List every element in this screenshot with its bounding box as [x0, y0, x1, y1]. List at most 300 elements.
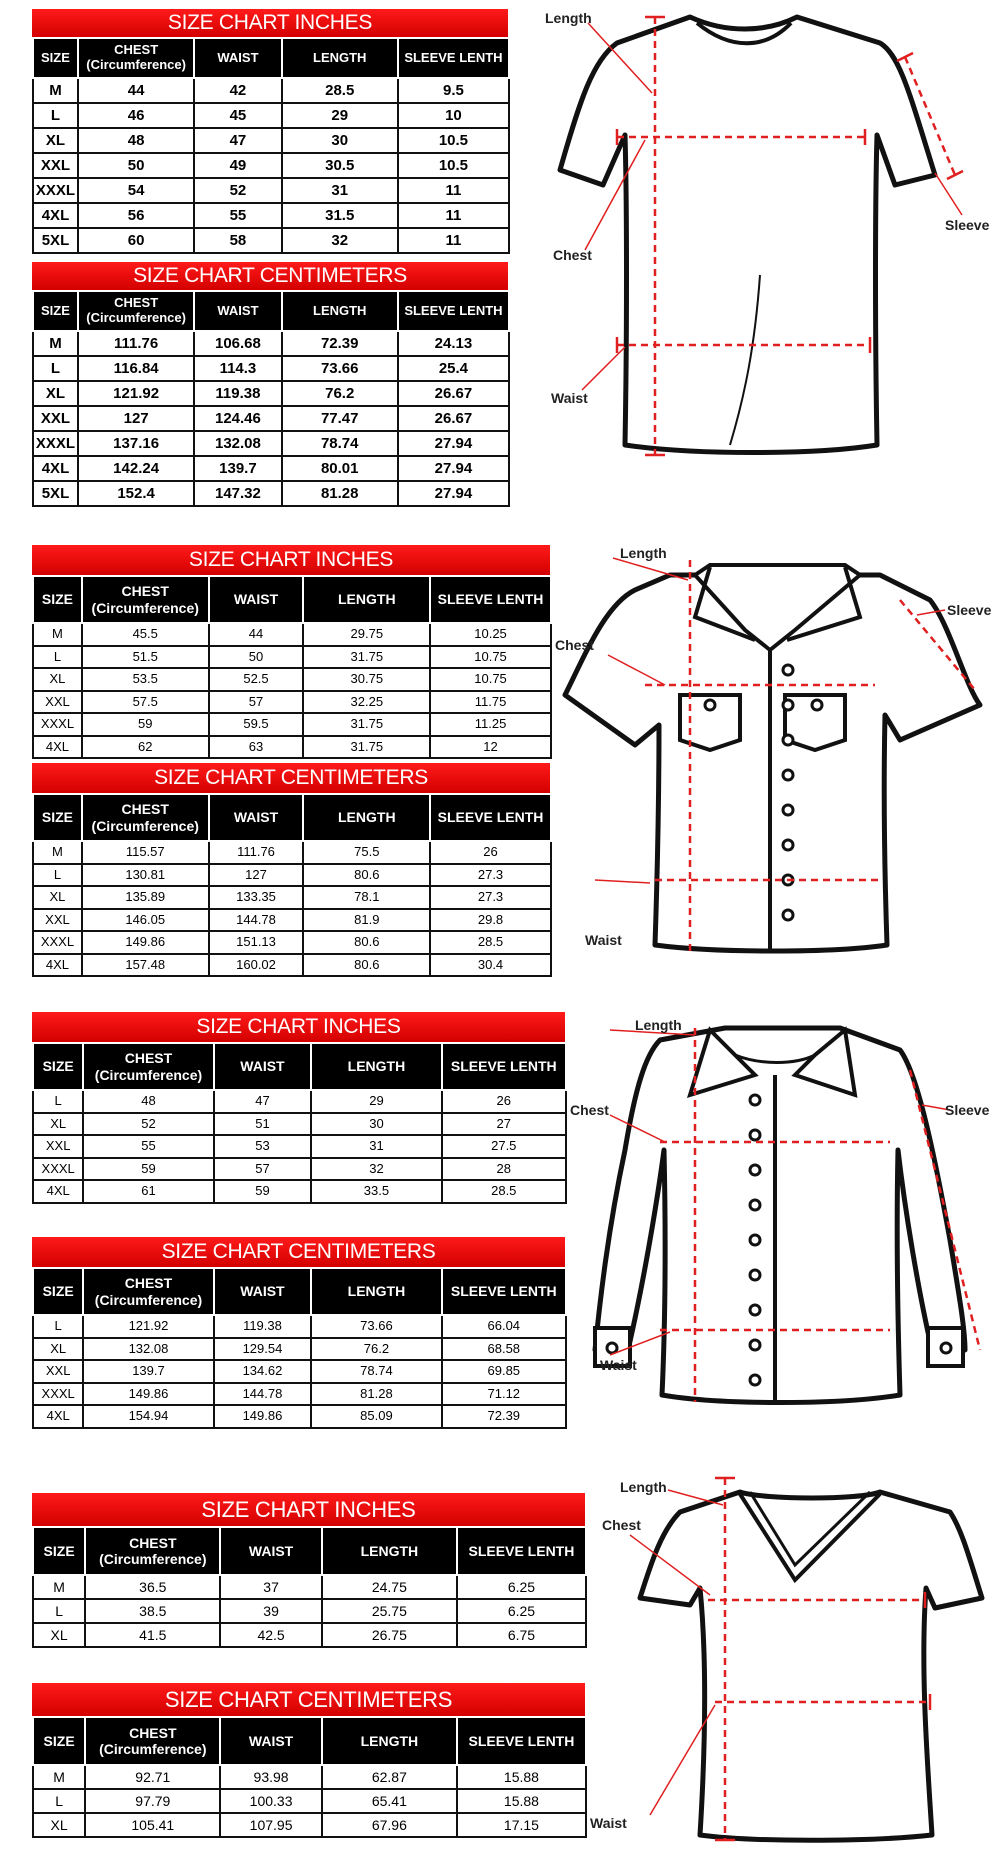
header-label: LENGTH — [360, 1732, 419, 1749]
cell-waist: 132.08 — [194, 431, 281, 456]
waist-label: Waist — [551, 390, 588, 406]
cell-waist: 47 — [194, 128, 281, 153]
header-sleeve — [457, 1717, 586, 1765]
cell-size: M — [33, 331, 78, 356]
cell-sleeve: 66.04 — [442, 1315, 566, 1338]
table-row — [33, 886, 551, 909]
table-row — [33, 1090, 566, 1113]
cell-size: 5XL — [33, 481, 78, 506]
header-sublabel: (Circumference) — [99, 1741, 207, 1757]
header-label: WAIST — [240, 1058, 285, 1075]
header-sublabel: (Circumference) — [86, 57, 186, 72]
table-header-row — [33, 291, 509, 331]
cell-waist: 106.68 — [194, 331, 281, 356]
cell-size: XXXL — [33, 1383, 83, 1406]
v-neck-outline — [640, 1492, 982, 1840]
header-label: WAIST — [248, 1542, 294, 1559]
chest-label: Chest — [553, 247, 592, 263]
cell-sleeve: 12 — [430, 736, 551, 759]
table-header-row — [33, 1527, 586, 1575]
cell-size: L — [33, 1315, 83, 1338]
table-row — [33, 153, 509, 178]
header-label: LENGTH — [313, 49, 367, 65]
cell-sleeve: 10.75 — [430, 668, 551, 691]
table-row — [33, 103, 509, 128]
header-waist — [214, 1268, 312, 1315]
table-row — [33, 646, 551, 669]
cell-chest: 45.5 — [82, 623, 209, 646]
cell-sleeve: 72.39 — [442, 1405, 566, 1428]
cell-waist: 53 — [214, 1135, 312, 1158]
cell-waist: 151.13 — [209, 931, 304, 954]
cell-size: M — [33, 78, 78, 103]
cell-sleeve: 28.5 — [442, 1180, 566, 1203]
cell-size: L — [33, 1090, 83, 1113]
header-waist — [209, 576, 304, 623]
header-label: LENGTH — [313, 302, 367, 318]
cell-sleeve: 26.67 — [398, 381, 509, 406]
header-length — [322, 1717, 457, 1765]
cell-chest: 41.5 — [85, 1623, 220, 1647]
cell-waist: 63 — [209, 736, 304, 759]
cell-length: 85.09 — [311, 1405, 441, 1428]
cell-sleeve: 69.85 — [442, 1360, 566, 1383]
cell-length: 78.74 — [282, 431, 398, 456]
size-chart-title: SIZE CHART CENTIMETERS — [32, 262, 508, 290]
cell-chest: 97.79 — [85, 1789, 220, 1813]
cell-sleeve: 26 — [430, 841, 551, 864]
chest-label: Chest — [602, 1517, 641, 1533]
header-sublabel: (Circumference) — [94, 1291, 203, 1308]
header-chest — [85, 1717, 220, 1765]
header-label: SLEEVE LENTH — [468, 1542, 575, 1559]
cell-length: 72.39 — [282, 331, 398, 356]
length-label: Length — [635, 1017, 682, 1033]
header-label: LENGTH — [338, 809, 396, 826]
table-row — [33, 381, 509, 406]
cell-sleeve: 10.75 — [430, 646, 551, 669]
header-label: SLEEVE LENTH — [450, 1058, 557, 1075]
header-label: CHEST — [129, 1534, 177, 1551]
cell-sleeve: 27.3 — [430, 864, 551, 887]
cell-chest: 38.5 — [85, 1599, 220, 1623]
header-length — [282, 38, 398, 78]
cell-size: XXXL — [33, 1158, 83, 1181]
table-row — [33, 668, 551, 691]
header-waist — [194, 38, 281, 78]
cell-sleeve: 27 — [442, 1113, 566, 1136]
table-row — [33, 713, 551, 736]
cell-waist: 147.32 — [194, 481, 281, 506]
cell-length: 31.75 — [303, 646, 430, 669]
table-row — [33, 841, 551, 864]
cell-waist: 114.3 — [194, 356, 281, 381]
cell-waist: 111.76 — [209, 841, 304, 864]
cell-length: 31.5 — [282, 203, 398, 228]
short-sleeve-shirt-diagram — [555, 545, 995, 970]
long-sleeve-shirt-diagram — [570, 1010, 995, 1425]
header-label: WAIST — [217, 49, 259, 65]
cell-sleeve: 27.94 — [398, 456, 509, 481]
cell-sleeve: 27.94 — [398, 431, 509, 456]
cell-waist: 52 — [194, 178, 281, 203]
cell-size: XL — [33, 128, 78, 153]
header-size — [33, 1043, 83, 1090]
cell-chest: 53.5 — [82, 668, 209, 691]
cell-length: 29 — [311, 1090, 441, 1113]
table-row — [33, 481, 509, 506]
header-label: SIZE — [41, 49, 70, 65]
cell-length: 77.47 — [282, 406, 398, 431]
cell-waist: 100.33 — [220, 1789, 321, 1813]
cell-length: 65.41 — [322, 1789, 457, 1813]
header-sleeve — [398, 38, 509, 78]
header-sublabel: (Circumference) — [91, 817, 199, 834]
cell-chest: 137.16 — [78, 431, 194, 456]
size-table-inches — [32, 575, 552, 759]
table-row — [33, 178, 509, 203]
long-shirt-outline — [595, 1028, 965, 1403]
cell-sleeve: 6.25 — [457, 1575, 586, 1599]
header-label: SLEEVE LENTH — [437, 809, 544, 826]
cell-sleeve: 29.8 — [430, 909, 551, 932]
header-label: SIZE — [41, 591, 74, 608]
header-waist — [220, 1527, 321, 1575]
waist-label: Waist — [590, 1815, 627, 1831]
cell-chest: 154.94 — [83, 1405, 213, 1428]
header-length — [311, 1043, 441, 1090]
table-row — [33, 203, 509, 228]
cell-waist: 124.46 — [194, 406, 281, 431]
cell-size: XL — [33, 381, 78, 406]
cell-size: 4XL — [33, 954, 82, 977]
cell-waist: 59 — [214, 1180, 312, 1203]
cell-size: M — [33, 623, 82, 646]
cell-chest: 56 — [78, 203, 194, 228]
table-header-row — [33, 38, 509, 78]
table-row — [33, 736, 551, 759]
cell-size: XL — [33, 886, 82, 909]
cell-length: 32 — [282, 228, 398, 253]
cell-chest: 59 — [82, 713, 209, 736]
table-header-row — [33, 1717, 586, 1765]
size-chart-title: SIZE CHART CENTIMETERS — [32, 763, 550, 793]
cell-sleeve: 28.5 — [430, 931, 551, 954]
cell-size: XXL — [33, 1135, 83, 1158]
cell-size: XXXL — [33, 713, 82, 736]
header-chest — [78, 38, 194, 78]
size-table-inches — [32, 1526, 587, 1648]
waist-label: Waist — [585, 932, 622, 948]
length-label: Length — [620, 1479, 667, 1495]
header-label: LENGTH — [347, 1058, 406, 1075]
cell-waist: 134.62 — [214, 1360, 312, 1383]
cell-chest: 135.89 — [82, 886, 209, 909]
header-label: LENGTH — [360, 1542, 419, 1559]
cell-waist: 51 — [214, 1113, 312, 1136]
cell-sleeve: 10.5 — [398, 128, 509, 153]
size-table-centimeters — [32, 793, 552, 977]
cell-waist: 49 — [194, 153, 281, 178]
cell-chest: 130.81 — [82, 864, 209, 887]
cell-chest: 60 — [78, 228, 194, 253]
cell-length: 25.75 — [322, 1599, 457, 1623]
table-row — [33, 1383, 566, 1406]
cell-sleeve: 15.88 — [457, 1765, 586, 1789]
size-chart-title: SIZE CHART INCHES — [32, 545, 550, 575]
cell-size: XXL — [33, 153, 78, 178]
cell-waist: 127 — [209, 864, 304, 887]
header-size — [33, 1268, 83, 1315]
cell-waist: 160.02 — [209, 954, 304, 977]
cell-size: M — [33, 841, 82, 864]
cell-sleeve: 27.94 — [398, 481, 509, 506]
cell-chest: 52 — [83, 1113, 213, 1136]
header-label: SLEEVE LENTH — [468, 1732, 575, 1749]
cell-size: XXL — [33, 406, 78, 431]
v-neck-tee-diagram — [590, 1470, 995, 1845]
cell-length: 30.5 — [282, 153, 398, 178]
size-table-inches — [32, 37, 510, 254]
cell-sleeve: 28 — [442, 1158, 566, 1181]
header-chest — [83, 1268, 213, 1315]
cell-length: 28.5 — [282, 78, 398, 103]
cell-size: 4XL — [33, 456, 78, 481]
cell-sleeve: 30.4 — [430, 954, 551, 977]
cell-sleeve: 26.67 — [398, 406, 509, 431]
header-sleeve — [457, 1527, 586, 1575]
cell-size: XXL — [33, 1360, 83, 1383]
cell-sleeve: 11.75 — [430, 691, 551, 714]
table-row — [33, 1360, 566, 1383]
cell-sleeve: 11 — [398, 203, 509, 228]
header-size — [33, 38, 78, 78]
cell-length: 81.28 — [311, 1383, 441, 1406]
cell-chest: 54 — [78, 178, 194, 203]
cell-waist: 59.5 — [209, 713, 304, 736]
header-label: CHEST — [121, 583, 169, 600]
cell-length: 31 — [282, 178, 398, 203]
size-chart-title: SIZE CHART CENTIMETERS — [32, 1237, 565, 1267]
header-label: SIZE — [41, 809, 74, 826]
table-row — [33, 356, 509, 381]
cell-chest: 121.92 — [83, 1315, 213, 1338]
cell-length: 30.75 — [303, 668, 430, 691]
cell-length: 73.66 — [311, 1315, 441, 1338]
table-row — [33, 78, 509, 103]
size-chart-title: SIZE CHART CENTIMETERS — [32, 1683, 585, 1716]
cell-length: 80.6 — [303, 864, 430, 887]
cell-length: 24.75 — [322, 1575, 457, 1599]
table-row — [33, 954, 551, 977]
table-row — [33, 691, 551, 714]
header-label: CHEST — [114, 42, 159, 58]
table-row — [33, 1338, 566, 1361]
cell-size: L — [33, 1789, 85, 1813]
table-row — [33, 1575, 586, 1599]
cell-length: 32 — [311, 1158, 441, 1181]
cell-chest: 92.71 — [85, 1765, 220, 1789]
cell-length: 81.9 — [303, 909, 430, 932]
cell-size: L — [33, 864, 82, 887]
cell-sleeve: 68.58 — [442, 1338, 566, 1361]
size-table-centimeters — [32, 290, 510, 507]
cell-length: 31.75 — [303, 736, 430, 759]
cell-chest: 121.92 — [78, 381, 194, 406]
cell-chest: 48 — [83, 1090, 213, 1113]
cell-chest: 111.76 — [78, 331, 194, 356]
header-size — [33, 1527, 85, 1575]
header-sublabel: (Circumference) — [86, 310, 186, 325]
cell-chest: 157.48 — [82, 954, 209, 977]
table-header-row — [33, 1043, 566, 1090]
cell-length: 30 — [311, 1113, 441, 1136]
cell-length: 30 — [282, 128, 398, 153]
header-chest — [82, 794, 209, 841]
table-row — [33, 1623, 586, 1647]
cell-chest: 59 — [83, 1158, 213, 1181]
cell-chest: 152.4 — [78, 481, 194, 506]
table-row — [33, 1765, 586, 1789]
cell-chest: 115.57 — [82, 841, 209, 864]
cell-sleeve: 17.15 — [457, 1813, 586, 1837]
header-label: SLEEVE LENTH — [437, 591, 544, 608]
cell-waist: 119.38 — [214, 1315, 312, 1338]
cell-size: L — [33, 356, 78, 381]
cell-length: 80.6 — [303, 931, 430, 954]
cell-sleeve: 11 — [398, 228, 509, 253]
cell-size: 5XL — [33, 228, 78, 253]
cell-chest: 139.7 — [83, 1360, 213, 1383]
cell-waist: 133.35 — [209, 886, 304, 909]
cell-sleeve: 10.5 — [398, 153, 509, 178]
cell-chest: 44 — [78, 78, 194, 103]
size-table-centimeters — [32, 1267, 567, 1429]
cell-size: M — [33, 1575, 85, 1599]
header-label: CHEST — [124, 1050, 173, 1067]
cell-chest: 51.5 — [82, 646, 209, 669]
cell-waist: 149.86 — [214, 1405, 312, 1428]
header-sleeve — [398, 291, 509, 331]
cell-length: 26.75 — [322, 1623, 457, 1647]
size-table-centimeters — [32, 1716, 587, 1838]
header-label: SIZE — [42, 1058, 74, 1075]
header-sleeve — [430, 576, 551, 623]
table-row — [33, 1315, 566, 1338]
cell-size: L — [33, 103, 78, 128]
cell-waist: 52.5 — [209, 668, 304, 691]
cell-waist: 107.95 — [220, 1813, 321, 1837]
table-row — [33, 228, 509, 253]
table-row — [33, 431, 509, 456]
tshirt-diagram — [525, 5, 995, 460]
cell-waist: 139.7 — [194, 456, 281, 481]
cell-waist: 55 — [194, 203, 281, 228]
cell-chest: 62 — [82, 736, 209, 759]
cell-length: 67.96 — [322, 1813, 457, 1837]
header-label: SIZE — [43, 1542, 75, 1559]
cell-chest: 46 — [78, 103, 194, 128]
header-length — [303, 576, 430, 623]
cell-length: 33.5 — [311, 1180, 441, 1203]
cell-waist: 93.98 — [220, 1765, 321, 1789]
header-length — [282, 291, 398, 331]
header-sleeve — [442, 1268, 566, 1315]
header-label: CHEST — [129, 1724, 177, 1741]
table-row — [33, 1789, 586, 1813]
table-row — [33, 406, 509, 431]
header-size — [33, 291, 78, 331]
header-label: WAIST — [233, 809, 279, 826]
cell-size: M — [33, 1765, 85, 1789]
header-label: SLEEVE LENTH — [404, 49, 503, 65]
header-length — [303, 794, 430, 841]
cell-size: 4XL — [33, 736, 82, 759]
waist-label: Waist — [600, 1357, 637, 1373]
cell-size: XXXL — [33, 178, 78, 203]
header-sublabel: (Circumference) — [99, 1551, 207, 1567]
header-chest — [82, 576, 209, 623]
table-row — [33, 1599, 586, 1623]
cell-chest: 105.41 — [85, 1813, 220, 1837]
header-label: WAIST — [233, 591, 279, 608]
cell-length: 80.6 — [303, 954, 430, 977]
table-row — [33, 1158, 566, 1181]
header-label: CHEST — [124, 1275, 173, 1292]
cell-waist: 44 — [209, 623, 304, 646]
cell-waist: 39 — [220, 1599, 321, 1623]
header-label: SLEEVE LENTH — [450, 1283, 557, 1300]
table-row — [33, 623, 551, 646]
chest-label: Chest — [570, 1102, 609, 1118]
cell-length: 29.75 — [303, 623, 430, 646]
cell-chest: 142.24 — [78, 456, 194, 481]
cell-chest: 116.84 — [78, 356, 194, 381]
cell-size: XXL — [33, 691, 82, 714]
size-chart-title: SIZE CHART INCHES — [32, 1493, 585, 1526]
table-row — [33, 1113, 566, 1136]
cell-length: 76.2 — [282, 381, 398, 406]
cell-chest: 149.86 — [83, 1383, 213, 1406]
header-label: SIZE — [41, 302, 70, 318]
table-header-row — [33, 794, 551, 841]
cell-waist: 57 — [214, 1158, 312, 1181]
cell-size: XXXL — [33, 931, 82, 954]
table-row — [33, 864, 551, 887]
cell-length: 78.1 — [303, 886, 430, 909]
header-length — [311, 1268, 441, 1315]
cell-sleeve: 27.5 — [442, 1135, 566, 1158]
header-waist — [194, 291, 281, 331]
cell-sleeve: 15.88 — [457, 1789, 586, 1813]
sleeve-label: Sleeve — [945, 217, 990, 233]
cell-length: 76.2 — [311, 1338, 441, 1361]
size-chart-title: SIZE CHART INCHES — [32, 1012, 565, 1042]
table-header-row — [33, 576, 551, 623]
cell-size: L — [33, 1599, 85, 1623]
cell-sleeve: 26 — [442, 1090, 566, 1113]
table-row — [33, 1135, 566, 1158]
header-label: SIZE — [42, 1283, 74, 1300]
header-label: LENGTH — [347, 1283, 406, 1300]
cell-size: XL — [33, 1623, 85, 1647]
header-chest — [78, 291, 194, 331]
table-row — [33, 931, 551, 954]
cell-sleeve: 9.5 — [398, 78, 509, 103]
header-label: SIZE — [43, 1732, 75, 1749]
table-header-row — [33, 1268, 566, 1315]
header-label: SLEEVE LENTH — [404, 302, 503, 318]
